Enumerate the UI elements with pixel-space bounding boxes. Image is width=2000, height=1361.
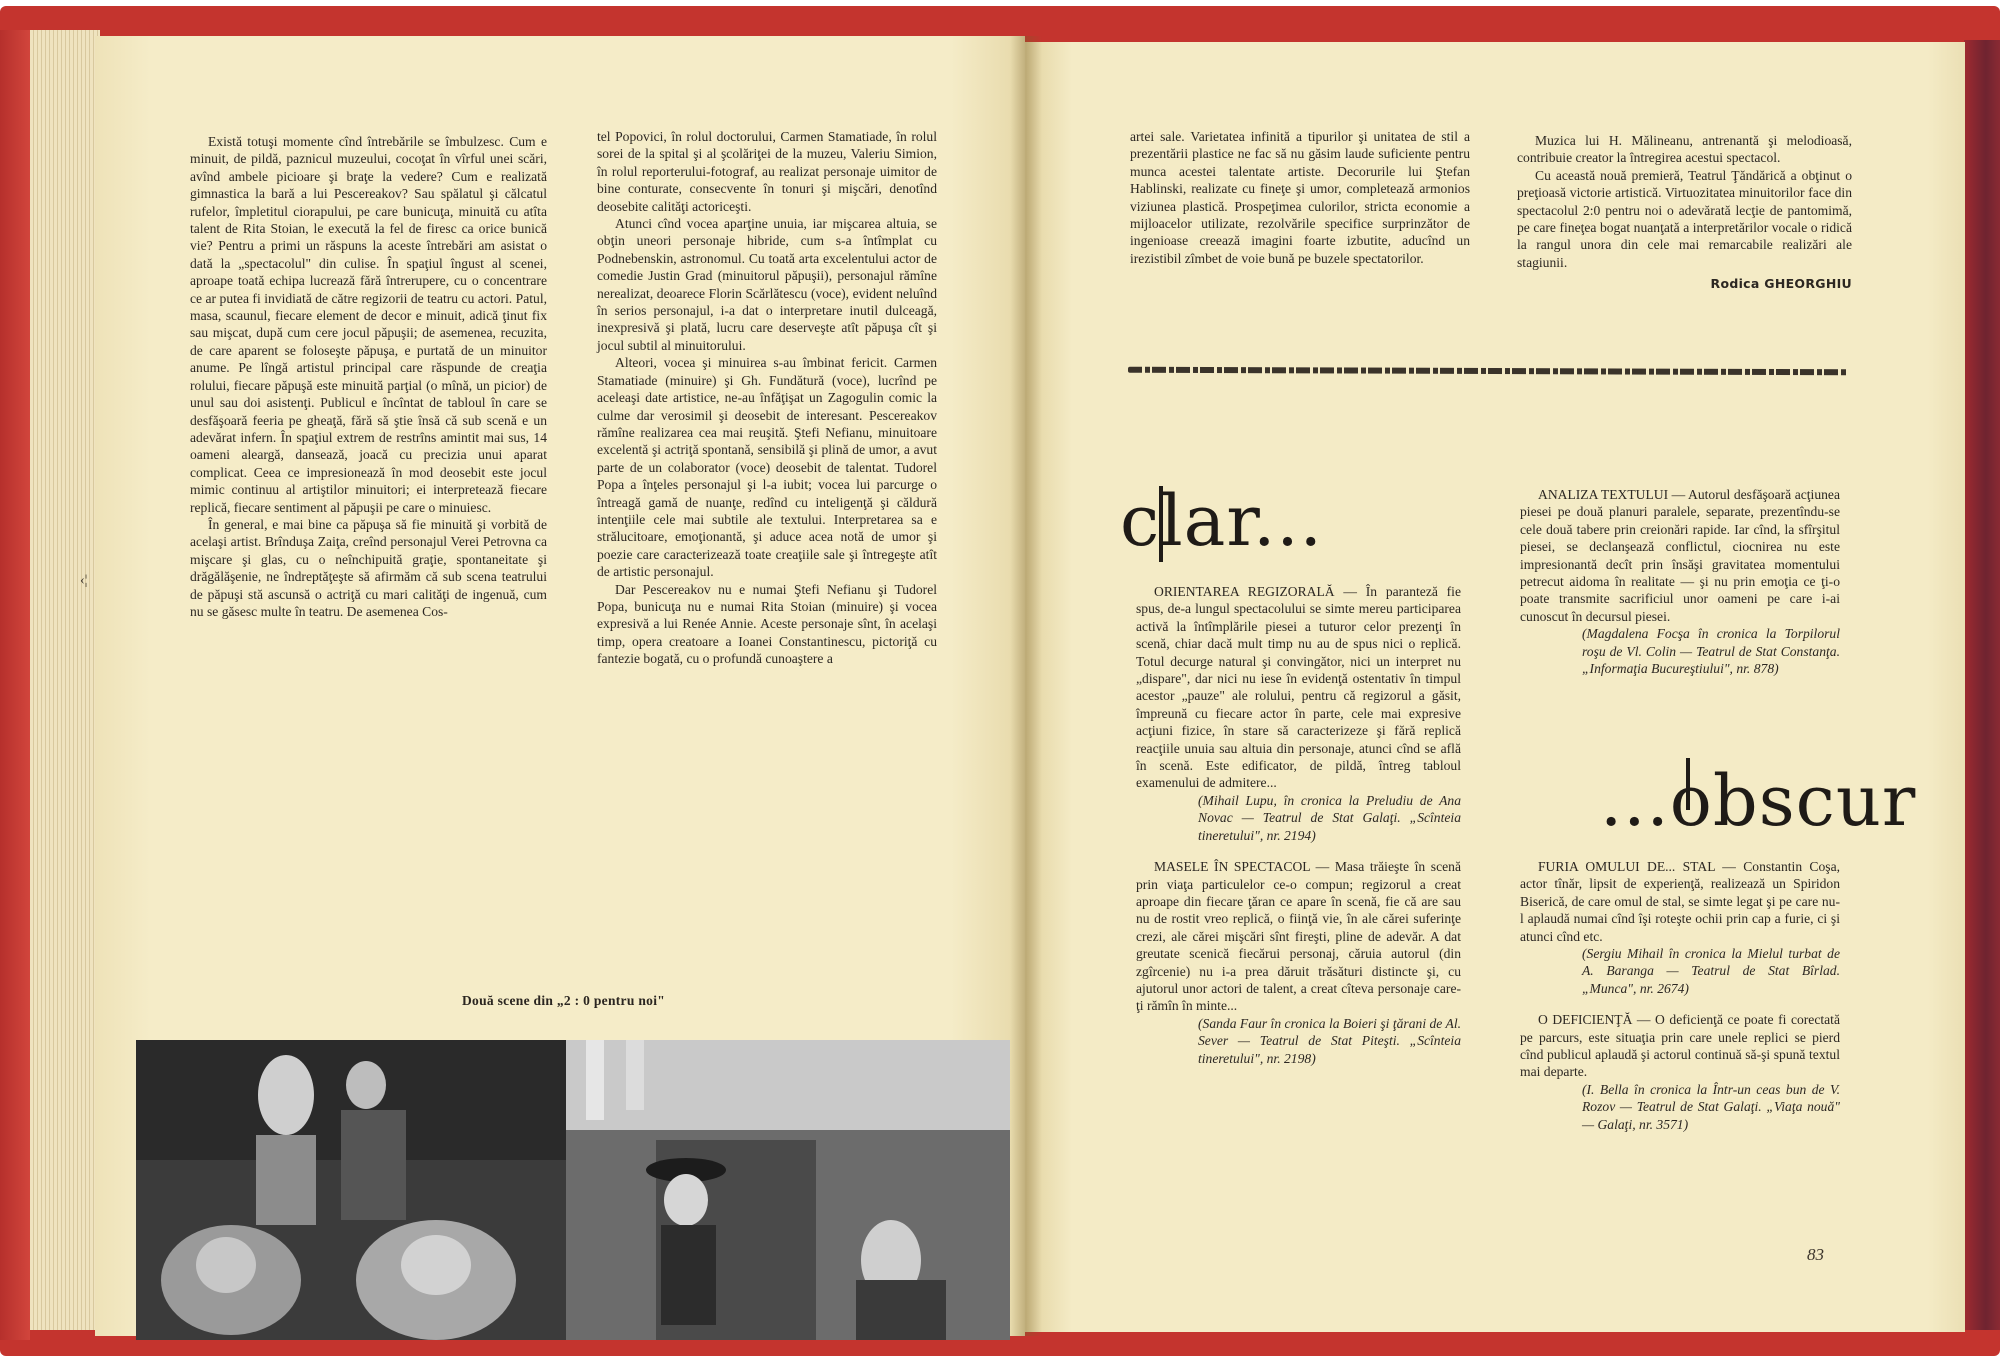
paragraph: Există totuşi momente cînd întrebările se îmbulzesc. Cum e minuit, de pildă, paznicul muzeului, cocoţat în vîrful unei scări, avînd ambele picioare şi braţe la vedere? Cum e realizată gimnastica la bară a lui Pescereakov? Sau spălatul şi călcatul rufelor, împletitul ciorapului, pe care bunicuţa, minuită cu atîta talent de Rita Stoian, le execută la fel de firesc ca orice bunică vie? Pentru a primi un răspuns la aceste întrebări am asistat o dată la „spectacolul" din culise. În spaţiul îngust al scenei, aproape toată echipa lucrează fără întrerupere, cu o concentrare ce ar putea fi invidiată de către regizorii de teatru cu actori. Patul, masa, scaunul, fiecare element de decor e minuit, adică ţinut fix sau mişcat, după cum cere jocul păpuşii; de asemenea, recuzita, de care aparent se foloseşte păpuşa, e purtată de un minuitor anume. Pe lîngă artistul principal care răspunde de creaţia rolului, fiecare păpuşă este minuită parţial (o mînă, un picior) de unul sau doi asistenţi. Publicul e încîntat de tabloul în care se desfăşoară feeria pe gheaţă, fără să ştie însă că sub scenă e un adevărat infern. În spaţiul extrem de restrîns amintit mai sus, 14 oameni aleargă, dansează, joacă cu precizia unui aparat complicat. Ceea ce impresionează în mod deosebit este jocul mimic continuu al artiştilor minuitori; ei interpretează fiecare replică, fiecare sentiment al păpuşii pe care o minuiesc.	[190, 134, 547, 515]
photo-puppet-scene-2-image	[566, 1040, 1010, 1340]
paragraph: Dar Pescereakov nu e numai Ştefi Nefianu şi Tudorel Popa, bunicuţa nu e numai Rita Stoian (minuire) şi vocea expresivă a lui Renée Annie. Aceste personaje sînt, în acelaşi timp, opera creatoare a Ioanei Constantinescu, pictoriţă cu fantezie bogată, cu o profundă cunoaştere a	[597, 581, 937, 667]
paragraph: Muzica lui H. Mălineanu, antrenantă şi melodioasă, contribuie creator la întregirea acestui spectacol.	[1517, 133, 1852, 166]
right-column-top-2	[1517, 132, 1852, 293]
paragraph: Atunci cînd vocea aparţine unuia, iar mişcarea altuia, se obţin uneori personaje hibride, cum s-a întîmplat cu Podnebenskin, astronomul. Cu toată arta excelentului actor de comedie Justin Grad (minuitorul păpuşii), personajul rămîne nerealizat, deoarece Florin Scărlătescu (voce), evident neluînd în serios personajul, i-a dat o interpretare inutil dulceagă, inexpresivă şi plată, lucru care deserveşte atît păpuşa cît şi jocul subtil al minuitorului.	[597, 216, 937, 353]
left-column-2	[597, 128, 937, 668]
right-column-top-1	[1130, 128, 1470, 267]
left-column-1	[190, 133, 547, 620]
analiza-source: (Magdalena Focşa în cronica la Torpilorul roşu de Vl. Colin — Teatrul de Stat Constanţa. „Informaţia Bucureştiului", nr. 878)	[1582, 626, 1840, 677]
masele-paragraph: MASELE ÎN SPECTACOL — Masa trăieşte în scenă prin viaţa particulelor ce-o compun; regizorul a creat aproape din fiecare ţăran ce apare în scenă, fie că are sau nu de rostit vreo replică, o fiinţă vie, în ale cărei suferinţe crezi, ale cărei mişcări sînt fireşti, pline de adevăr. A dat greutate scenică fiecărui personaj, căruia autorul (din zgîrcenie) nu i-a prea dăruit trăsături distincte şi, cu ajutorul unor actori de talent, a creat cîteva personaje care-ţi rămîn în minte...	[1136, 859, 1461, 1014]
analiza-paragraph: ANALIZA TEXTULUI — Autorul desfăşoară acţiunea piesei pe două planuri paralele, separate, prezentîndu-se cele două tabere prin creionări rapide. Iar cînd, la sfîrşitul piesei, se declanşează conflictul, ciocnirea nu este impresionantă decît prin însăşi gravitatea momentului petrecut aidoma în realitate — şi nu prin emoţia ce ţi-o poate transmite sacrificiul unor oameni pe care i-ai cunoscut în decursul piesei.	[1520, 487, 1840, 624]
furia-source: (Sergiu Mihail în cronica la Mielul turbat de A. Baranga — Teatrul de Stat Bîrlad. „Munca", nr. 2674)	[1582, 946, 1840, 996]
photo-caption: Două scene din „2 : 0 pentru noi"	[462, 993, 666, 1008]
orientarea-paragraph: ORIENTAREA REGIZORALĂ — În paranteză fie spus, de-a lungul spectacolului se simte mereu participarea activă la întîmplările piesei a tuturor celor prezenţi în scenă, chiar dacă mult timp nu au de spus nici o replică. Totul decurge natural şi convingător, nici un interpret nu „dispare", dar nici nu iese în evidenţă ostentativ în timpul acestor „pauze" ale rolului, pentru că regizorul a găsit, împreună cu fiecare actor în parte, cele mai expresive acţiuni fizice, în stare să caracterizeze şi fără replică reacţiile unuia sau altuia din personaje, atunci cînd se află în scenă. Este edificator, de pildă, întreg tabloul examenului de admitere...	[1136, 584, 1461, 791]
photo-puppet-scene-1-image	[136, 1040, 566, 1340]
paragraph: Alteori, vocea şi minuirea s-au îmbinat fericit. Carmen Stamatiade (minuire) şi Gh. Fundătură (voce), lucrînd pe aceleaşi date artistice, ne-au înfăţişat un Zagogulin comic la culme dar verosimil şi deosebit de interesant. Pescereakov rămîne realizarea cea mai reuşită. Ştefi Nefianu, minuitoare excelentă şi actriţă spontană, sensibilă şi plină de umor, a avut parte de un colaborator (voce) deosebit de talentat. Tudorel Popa a înţeles personajul şi l-a iubit; vocea lui parcurge o întreagă gamă de nuanţe, redînd cu inteligenţă şi căldură intenţiile cele mai subtile ale textului. Interpretarea sa e strălucitoare, emoţionantă, şi aduce acea notă de umor şi poezie care caracterizează toate creaţiile sale şi întregeşte atît de artistic personajul.	[597, 355, 937, 580]
analiza-column	[1520, 486, 1840, 677]
clar-title: clar...	[1120, 480, 1323, 562]
obscur-title: ...obscur	[1600, 760, 1917, 842]
page-number: 83	[1807, 1245, 1824, 1264]
deficienta-paragraph: O DEFICIENŢĂ — O deficienţă ce poate fi corectată pe parcurs, este situaţia prin care unele replici se pierd cînd publicul aplaudă şi actorul continuă să-şi spună textul mai departe.	[1520, 1012, 1840, 1080]
paragraph: artei sale. Varietatea infinită a tipurilor şi unitatea de stil a prezentării plastice ne fac să nu găsim laude suficiente pentru munca acestei talentate artiste. Decorurile lui Ştefan Hablinski, realizate cu fineţe şi umor, completează armonios viziunea plastică. Prospeţimea culorilor, stricta economie a mijloacelor utilizate, rezolvările specifice surprinzător de ingenioase creează imagini foarte izbutite, aducînd un irezistibil zîmbet de voie bună pe buzele spectatorilor.	[1130, 129, 1470, 266]
book-cover-edge-left	[0, 30, 30, 1340]
page-stack-edges	[30, 30, 100, 1330]
deficienta-source: (I. Bella în cronica la Într-un ceas bun de V. Rozov — Teatrul de Stat Galaţi. „Viaţa nouă" — Galaţi, nr. 3571)	[1582, 1081, 1840, 1132]
photo-puppet-scene-2	[566, 1040, 1010, 1340]
masele-source: (Sanda Faur în cronica la Boieri şi ţărani de Al. Sever — Teatrul de Stat Piteşti. „Scînteia tineretului", nr. 2198)	[1198, 1015, 1461, 1066]
clar-column	[1136, 583, 1461, 1067]
pen-mark: ‹¦	[80, 573, 88, 588]
obscur-column	[1520, 858, 1840, 1133]
furia-paragraph: FURIA OMULUI DE... STAL — Constantin Coşa, actor tînăr, lipsit de experienţă, realizează un Spiridon Biserică, de care omul de stal, se simte legat şi pe care nu-l aplaudă numai cînd îşi roteşte ochii prin cap a furie, ci şi atunci cînd etc.	[1520, 859, 1840, 944]
author-signature: Rodica GHEORGHIU	[1710, 276, 1852, 292]
book-gutter	[1010, 36, 1042, 1336]
book-cover-edge-right	[1964, 40, 2000, 1330]
paragraph: tel Popovici, în rolul doctorului, Carmen Stamatiade, în rolul sorei de la spital şi al şcolăriţei de la muzeu, Valeriu Simion, în rolul reporterului-fotograf, au realizat personaje uimitor de bine conturate, consecvente în tonuri şi mişcări, denotînd deosebite calităţi actoriceşti.	[597, 129, 937, 214]
paragraph: Cu această nouă premieră, Teatrul Ţăndărică a obţinut o preţioasă victorie artistică. Virtuozitatea minuitorilor face din spectacolul 2:0 pentru noi o adevărată lecţie de pantomimă, pe care fineţea bogat nuanţată a interpretărilor vocale o ridică la rangul unora din cele mai remarcabile realizări ale stagiunii.	[1517, 167, 1852, 270]
paragraph: În general, e mai bine ca păpuşa să fie minuită şi vorbită de acelaşi artist. Brînduşa Zaiţa, creînd personajul Verei Petrovna ca mişcare şi glas, cu o neînchipuită graţie, spontaneitate şi drăgălăşenie, ne îndreptăţeşte să afirmăm că sub scena teatrului de păpuşi stă ascunsă o actriţă cu mari calităţi de ingenuă, cum nu se găsesc multe în teatru. De asemenea Cos-	[190, 516, 547, 619]
photo-puppet-scene-1	[136, 1040, 566, 1340]
orientarea-source: (Mihail Lupu, în cronica la Preludiu de Ana Novac — Teatrul de Stat Galaţi. „Scînteia tineretului", nr. 2194)	[1198, 792, 1461, 843]
